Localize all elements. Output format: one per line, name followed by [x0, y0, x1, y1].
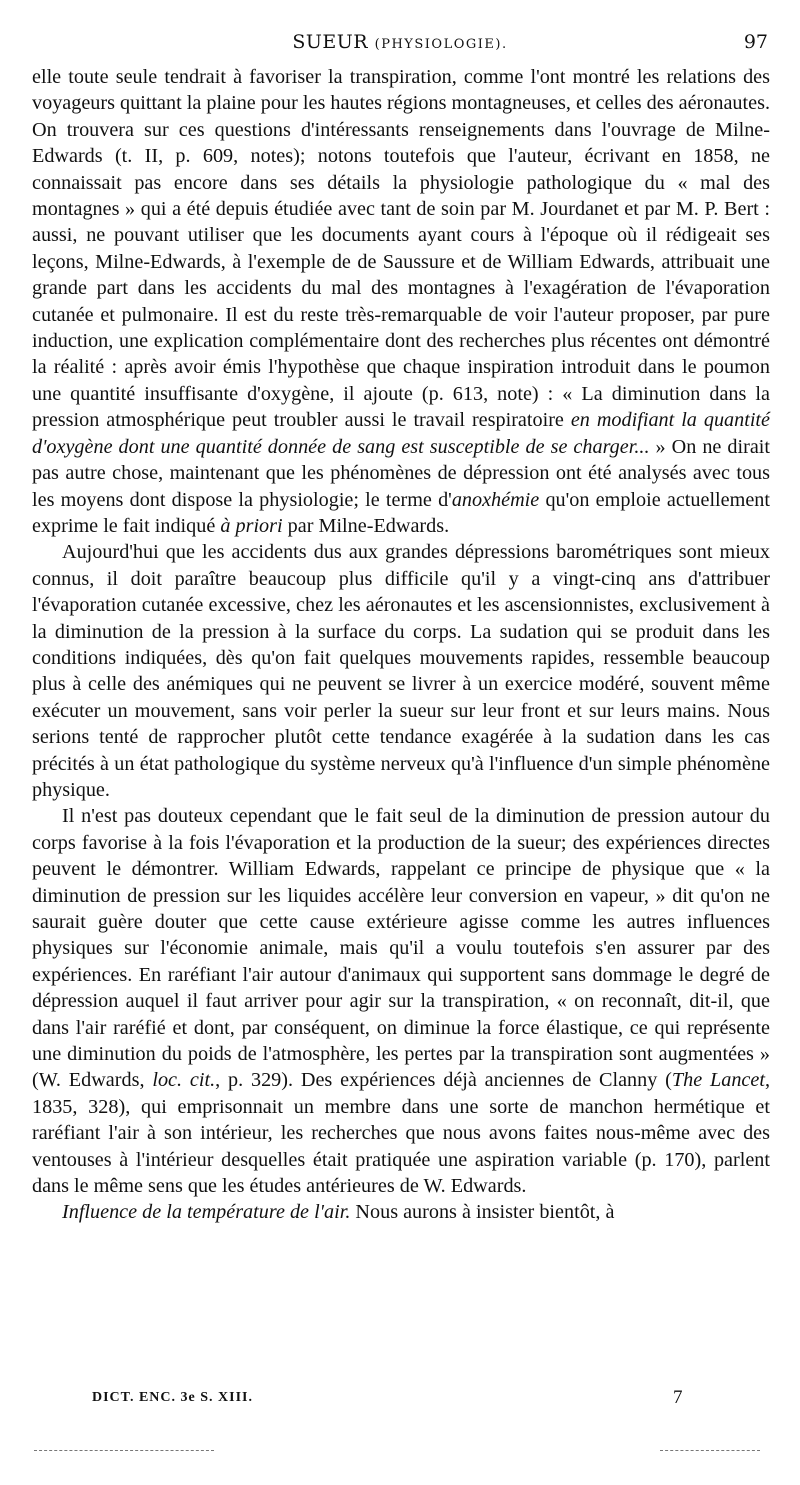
page-number: 97: [743, 31, 768, 53]
paragraph-3-text-c: , p. 329). Des expériences déjà anciennes de Clanny (: [215, 1069, 672, 1092]
running-head: [32, 30, 768, 54]
paragraph-1-text-g: par Milne-Edwards.: [282, 514, 450, 537]
paragraph-3-text-e: , 1835, 328), qui emprisonnait un membre dans une sorte de manchon hermétique et raréfiant l'air à son intérieur, les recherches que nous avons faites nous-même avec des ventouses à l'intérieur desquelles était pratiquée une aspiration variable (p. 170), parlent dans le même sens que les études antérieures de W. Edwards.: [32, 1069, 771, 1198]
paragraph-1-text-a: elle toute seule tendrait à favoriser la transpiration, comme l'ont montré les relations des voyageurs quittant la plaine pour les hautes régions montagneuses, et celles des aéronautes. On trouvera sur ces questions d'intéressants renseignements dans l'ouvrage de Milne-Edwards (t. II, p. 609, notes); notons toutefois que l'auteur, écrivant en 1858, ne connaissait pas encore dans ses détails la physiologie pathologique du « mal des montagnes » qui a été depuis étudiée avec tant de soin par M. Jourdanet et par M. P. Bert : aussi, ne pouvant utiliser que les documents ayant cours à l'époque où il rédigeait ses leçons, Milne-Edwards, à l'exemple de de Saussure et de William Edwards, attribuait une grande part dans les accidents du mal des montagnes à l'exagération de l'évaporation cutanée et pulmonaire. Il est du reste très-remarquable de voir l'auteur proposer, par pure induction, une explication complémentaire dont des recherches plus récentes ont démontré la réalité : après avoir émis l'hypothèse que chaque inspiration introduit dans le poumon une quantité insuffisante d'oxygène, il ajoute (p. 613, note) : « La diminution dans la pression atmosphérique peut troubler aussi le travail respiratoire: [32, 66, 770, 432]
paragraph-1-text-e: qu'on emploie actuellement exprime le fait indiqué: [32, 488, 770, 537]
term-anoxhemie: anoxhémie: [451, 488, 540, 511]
signature-number: 7: [673, 1387, 683, 1408]
running-title: [32, 30, 768, 57]
dashed-rule-right: [660, 1450, 760, 1451]
section-heading-italic: Influence de la température de l'air.: [62, 1201, 351, 1224]
paragraph-4-text-b: Nous aurons à insister bientôt, à: [350, 1201, 615, 1224]
paragraph-1-quote-italic: en modifiant la quantité d'oxygène dont une quantité donnée de sang est susceptible de se charger...: [32, 409, 771, 458]
article-title: SUEUR: [292, 31, 369, 53]
paragraph-3: [32, 803, 770, 1199]
paragraph-4: [32, 1199, 770, 1225]
term-a-priori: à priori: [220, 514, 283, 537]
article-subtitle: (PHYSIOLOGIE).: [374, 37, 508, 52]
paragraph-3-text-a: Il n'est pas douteux cependant que le fait seul de la diminution de pression autour du corps favorise à la fois l'évaporation et la production de la sueur; des expériences directes peuvent le démontrer. William Edwards, rappelant ce principe de physique que « la diminution de pression sur les liquides accélère leur conversion en vapeur, » dit qu'on ne saurait guère douter que cette cause extérieure agisse comme les autres influences physiques sur l'économie animale, mais qu'il a voulu toutefois s'en assurer par des expériences. En raréfiant l'air autour d'animaux qui supportent sans dommage le degré de dépression auquel il faut arriver pour agir sur la transpiration, « on reconnaît, dit-il, que dans l'air raréfié et dont, par conséquent, on diminue la force élastique, ce qui représente une diminution du poids de l'atmosphère, les pertes par la transpiration sont augmentées » (W. Edwards,: [32, 805, 770, 1092]
dashed-rule-left: [34, 1450, 214, 1451]
citation-loc-cit: loc. cit.: [152, 1069, 216, 1092]
paragraph-1-text-c: » On ne dirait pas autre chose, maintenant que les phénomènes de dépression ont été analysés avec tous les moyens dont dispose la physiologie; le terme d': [32, 435, 770, 511]
citation-the-lancet: The Lancet: [671, 1069, 765, 1092]
signature-mark: DICT. ENC. 3e S. XIII.: [92, 1390, 253, 1405]
paragraph-1: [32, 64, 770, 539]
paragraph-2: Aujourd'hui que les accidents dus aux grandes dépressions barométriques sont mieux connus, il doit paraître beaucoup plus difficile qu'il y a vingt-cinq ans d'attribuer l'évaporation cutanée excessive, chez les aéronautes et les ascensionnistes, exclusivement à la diminution de la pression à la surface du corps. La sudation qui se produit dans les conditions indiquées, dès qu'on fait quelques mouvements rapides, ressemble beaucoup plus à celle des anémiques qui ne peuvent se livrer à un exercice modéré, souvent même exécuter un mouvement, sans voir perler la sueur sur leur front et sur leurs mains. Nous serions tenté de rapprocher plutôt cette tendance exagérée à la sudation dans les cas précités à un état pathologique du système nerveux qu'à l'influence d'un simple phénomène physique.: [32, 541, 770, 801]
body-text: [32, 64, 770, 1226]
signature-line: [32, 1386, 770, 1410]
